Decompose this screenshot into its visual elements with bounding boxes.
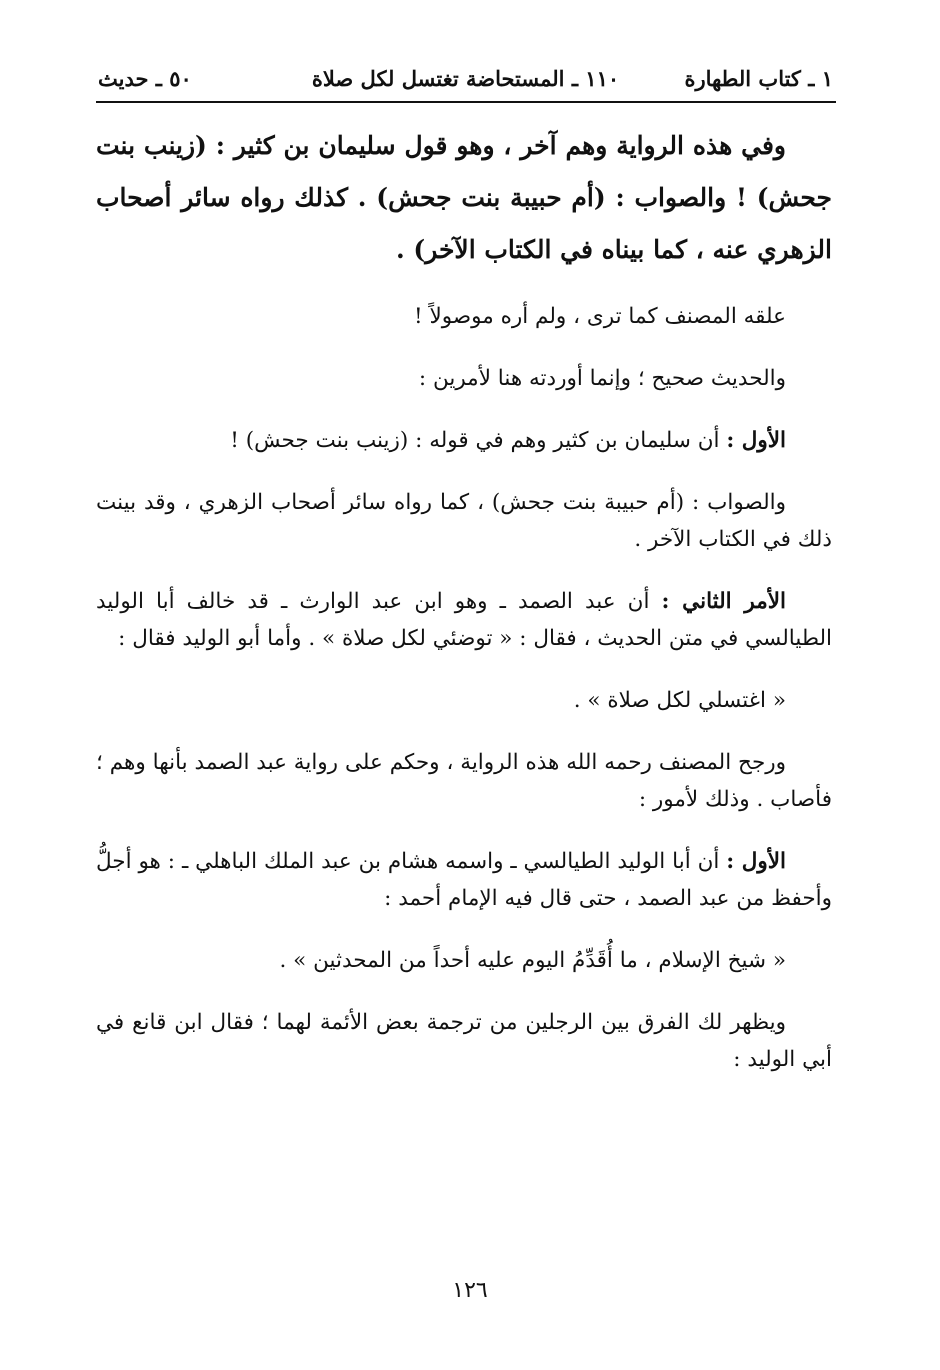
commentary-paragraph: والصواب : (أم حبيبة بنت جحش) ، كما رواه سائر أصحاب الزهري ، وقد بينت ذلك في الكتاب الآخر . bbox=[96, 490, 832, 552]
point-text: أن عبد الصمد ـ وهو ابن عبد الوارث ـ قد خالف أبا الوليد الطيالسي في متن الحديث ، فقال : « توضئي لكل صلاة » . وأما أبو الوليد فقال : bbox=[96, 589, 832, 651]
point-text: أن سليمان بن كثير وهم في قوله : (زينب بنت جحش) ! bbox=[230, 428, 727, 453]
quoted-text-paragraph: وفي هذه الرواية وهم آخر ، وهو قول سليمان بن كثير : (زينب بنت جحش) ! والصواب : (أم حبيبة بنت جحش) . كذلك رواه سائر أصحاب الزهري عنه ، كما بيناه في الكتاب الآخر) . bbox=[96, 131, 832, 264]
header-book-title: ١ ـ كتاب الطهارة bbox=[684, 66, 833, 91]
commentary-paragraph: علقه المصنف كما ترى ، ولم أره موصولاً ! bbox=[414, 304, 786, 329]
commentary-paragraph: ويظهر لك الفرق بين الرجلين من ترجمة بعض الأئمة لهما ؛ فقال ابن قانع في أبي الوليد : bbox=[96, 1010, 832, 1072]
point-label: الأول : bbox=[726, 428, 786, 453]
point-text: أن أبا الوليد الطيالسي ـ واسمه هشام بن عبد الملك الباهلي ـ : هو أجلُّ وأحفظ من عبد الصمد ، حتى قال فيه الإمام أحمد : bbox=[96, 849, 832, 911]
running-header bbox=[98, 62, 833, 102]
commentary-paragraph: والحديث صحيح ؛ وإنما أوردته هنا لأمرين : bbox=[418, 366, 786, 391]
page-body bbox=[96, 120, 832, 1103]
header-chapter-title: ١١٠ ـ المستحاضة تغتسل لكل صلاة bbox=[311, 66, 620, 91]
page-number: ١٢٦ bbox=[452, 1278, 488, 1303]
commentary-paragraph bbox=[96, 422, 832, 459]
header-divider bbox=[96, 101, 836, 103]
commentary-paragraph: ورجح المصنف رحمه الله هذه الرواية ، وحكم على رواية عبد الصمد بأنها وهم ؛ فأصاب . وذلك لأمور : bbox=[96, 750, 832, 812]
imam-quote: « شيخ الإسلام ، ما أُقَدِّمُ اليوم عليه أحداً من المحدثين » . bbox=[279, 948, 786, 973]
header-hadith-number: ٥٠ ـ حديث bbox=[98, 66, 192, 91]
point-label: الأول : bbox=[726, 849, 786, 874]
commentary-paragraph bbox=[96, 843, 832, 917]
hadith-quote: « اغتسلي لكل صلاة » . bbox=[573, 688, 786, 713]
point-label: الأمر الثاني : bbox=[661, 589, 786, 614]
commentary-paragraph bbox=[96, 583, 832, 657]
